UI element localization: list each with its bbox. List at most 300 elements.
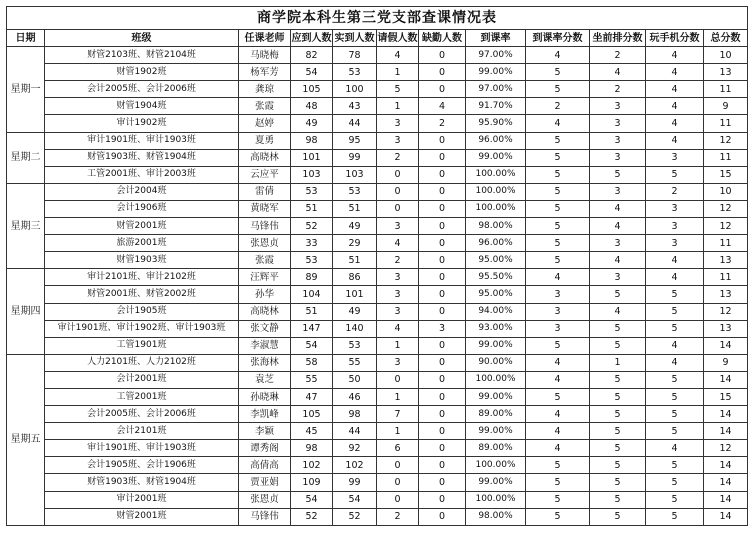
- leave-count-cell: 1: [377, 98, 419, 115]
- sheet-title: 商学院本科生第三党支部查课情况表: [7, 7, 748, 30]
- leave-count-cell: 4: [377, 47, 419, 64]
- phone-score-cell: 3: [646, 218, 704, 235]
- leave-count-cell: 1: [377, 64, 419, 81]
- phone-score-cell: 5: [646, 388, 704, 405]
- total-score-cell: 14: [704, 508, 748, 525]
- rate-score-cell: 4: [526, 115, 590, 132]
- class-cell: 旅游2001班: [45, 235, 239, 252]
- teacher-cell: 孙晓琳: [239, 388, 291, 405]
- phone-score-cell: 4: [646, 440, 704, 457]
- table-row: [7, 371, 748, 388]
- leave-count-cell: 0: [377, 474, 419, 491]
- present-count-cell: 100: [333, 81, 377, 98]
- front-row-score-cell: 2: [590, 47, 646, 64]
- front-row-score-cell: 5: [590, 388, 646, 405]
- present-count-cell: 101: [333, 286, 377, 303]
- table-row: [7, 354, 748, 371]
- teacher-cell: 李颖: [239, 423, 291, 440]
- table-row: [7, 457, 748, 474]
- class-cell: 财管2001班: [45, 508, 239, 525]
- total-score-cell: 12: [704, 218, 748, 235]
- teacher-cell: 张恩贞: [239, 491, 291, 508]
- leave-count-cell: 0: [377, 371, 419, 388]
- rate-score-cell: 5: [526, 149, 590, 166]
- class-cell: 人力2101班、人力2102班: [45, 354, 239, 371]
- absent-count-cell: 2: [419, 115, 466, 132]
- absent-count-cell: 0: [419, 81, 466, 98]
- teacher-cell: 谭秀阁: [239, 440, 291, 457]
- expected-count-cell: 33: [291, 235, 333, 252]
- expected-count-cell: 54: [291, 491, 333, 508]
- leave-count-cell: 0: [377, 183, 419, 200]
- present-count-cell: 54: [333, 491, 377, 508]
- attendance-rate-cell: 100.00%: [466, 457, 526, 474]
- rate-score-cell: 5: [526, 508, 590, 525]
- attendance-rate-cell: 97.00%: [466, 81, 526, 98]
- absent-count-cell: 0: [419, 508, 466, 525]
- class-cell: 财管1903班、财管1904班: [45, 474, 239, 491]
- attendance-rate-cell: 95.90%: [466, 115, 526, 132]
- absent-count-cell: 0: [419, 423, 466, 440]
- front-row-score-cell: 3: [590, 269, 646, 286]
- teacher-cell: 李淑慧: [239, 337, 291, 354]
- present-count-cell: 51: [333, 252, 377, 269]
- teacher-cell: 张霞: [239, 252, 291, 269]
- total-score-cell: 14: [704, 457, 748, 474]
- absent-count-cell: 0: [419, 388, 466, 405]
- total-score-cell: 12: [704, 132, 748, 149]
- class-cell: 财管2103班、财管2104班: [45, 47, 239, 64]
- front-row-score-cell: 5: [590, 491, 646, 508]
- attendance-rate-cell: 95.00%: [466, 252, 526, 269]
- present-count-cell: 53: [333, 183, 377, 200]
- rate-score-cell: 5: [526, 81, 590, 98]
- phone-score-cell: 4: [646, 252, 704, 269]
- phone-score-cell: 4: [646, 354, 704, 371]
- table-row: [7, 440, 748, 457]
- header-cell: 请假人数: [377, 30, 419, 47]
- absent-count-cell: 0: [419, 166, 466, 183]
- absent-count-cell: 0: [419, 337, 466, 354]
- present-count-cell: 99: [333, 149, 377, 166]
- class-cell: 会计2005班、会计2006班: [45, 406, 239, 423]
- header-row: [7, 30, 748, 47]
- attendance-rate-cell: 99.00%: [466, 64, 526, 81]
- front-row-score-cell: 5: [590, 286, 646, 303]
- front-row-score-cell: 4: [590, 200, 646, 217]
- leave-count-cell: 3: [377, 354, 419, 371]
- absent-count-cell: 0: [419, 406, 466, 423]
- rate-score-cell: 5: [526, 132, 590, 149]
- present-count-cell: 49: [333, 218, 377, 235]
- expected-count-cell: 103: [291, 166, 333, 183]
- expected-count-cell: 58: [291, 354, 333, 371]
- table-row: [7, 388, 748, 405]
- present-count-cell: 50: [333, 371, 377, 388]
- expected-count-cell: 45: [291, 423, 333, 440]
- class-cell: 财管1904班: [45, 98, 239, 115]
- front-row-score-cell: 4: [590, 252, 646, 269]
- day-cell: 星期一: [7, 47, 45, 132]
- rate-score-cell: 5: [526, 235, 590, 252]
- present-count-cell: 44: [333, 115, 377, 132]
- class-cell: 财管2001班: [45, 218, 239, 235]
- leave-count-cell: 0: [377, 200, 419, 217]
- phone-score-cell: 5: [646, 320, 704, 337]
- phone-score-cell: 4: [646, 337, 704, 354]
- rate-score-cell: 4: [526, 269, 590, 286]
- rate-score-cell: 5: [526, 252, 590, 269]
- expected-count-cell: 51: [291, 303, 333, 320]
- present-count-cell: 98: [333, 406, 377, 423]
- total-score-cell: 14: [704, 491, 748, 508]
- absent-count-cell: 0: [419, 47, 466, 64]
- absent-count-cell: 0: [419, 200, 466, 217]
- front-row-score-cell: 5: [590, 508, 646, 525]
- attendance-rate-cell: 99.00%: [466, 474, 526, 491]
- rate-score-cell: 4: [526, 371, 590, 388]
- expected-count-cell: 49: [291, 115, 333, 132]
- teacher-cell: 李凯峰: [239, 406, 291, 423]
- phone-score-cell: 2: [646, 183, 704, 200]
- table-row: [7, 64, 748, 81]
- rate-score-cell: 5: [526, 64, 590, 81]
- teacher-cell: 马锋伟: [239, 218, 291, 235]
- absent-count-cell: 0: [419, 64, 466, 81]
- front-row-score-cell: 4: [590, 303, 646, 320]
- total-score-cell: 9: [704, 354, 748, 371]
- attendance-rate-cell: 100.00%: [466, 491, 526, 508]
- leave-count-cell: 0: [377, 491, 419, 508]
- attendance-rate-cell: 100.00%: [466, 166, 526, 183]
- day-cell: 星期五: [7, 354, 45, 525]
- leave-count-cell: 3: [377, 132, 419, 149]
- phone-score-cell: 4: [646, 269, 704, 286]
- table-row: [7, 508, 748, 525]
- phone-score-cell: 4: [646, 64, 704, 81]
- rate-score-cell: 5: [526, 474, 590, 491]
- teacher-cell: 赵婷: [239, 115, 291, 132]
- front-row-score-cell: 5: [590, 440, 646, 457]
- expected-count-cell: 89: [291, 269, 333, 286]
- present-count-cell: 92: [333, 440, 377, 457]
- leave-count-cell: 6: [377, 440, 419, 457]
- rate-score-cell: 3: [526, 320, 590, 337]
- table-row: [7, 200, 748, 217]
- attendance-rate-cell: 99.00%: [466, 337, 526, 354]
- phone-score-cell: 5: [646, 286, 704, 303]
- day-cell: 星期三: [7, 183, 45, 268]
- total-score-cell: 14: [704, 337, 748, 354]
- total-score-cell: 13: [704, 320, 748, 337]
- leave-count-cell: 5: [377, 81, 419, 98]
- attendance-rate-cell: 96.00%: [466, 132, 526, 149]
- absent-count-cell: 0: [419, 474, 466, 491]
- leave-count-cell: 0: [377, 166, 419, 183]
- total-score-cell: 13: [704, 252, 748, 269]
- rate-score-cell: 5: [526, 200, 590, 217]
- class-cell: 会计2005班、会计2006班: [45, 81, 239, 98]
- teacher-cell: 高晓林: [239, 149, 291, 166]
- phone-score-cell: 4: [646, 115, 704, 132]
- teacher-cell: 汪辉平: [239, 269, 291, 286]
- rate-score-cell: 5: [526, 183, 590, 200]
- absent-count-cell: 0: [419, 354, 466, 371]
- front-row-score-cell: 3: [590, 235, 646, 252]
- present-count-cell: 99: [333, 474, 377, 491]
- teacher-cell: 张海林: [239, 354, 291, 371]
- rate-score-cell: 5: [526, 388, 590, 405]
- class-cell: 工管2001班: [45, 388, 239, 405]
- header-cell: 总分数: [704, 30, 748, 47]
- attendance-rate-cell: 100.00%: [466, 371, 526, 388]
- teacher-cell: 雷倩: [239, 183, 291, 200]
- teacher-cell: 张霞: [239, 98, 291, 115]
- absent-count-cell: 0: [419, 149, 466, 166]
- leave-count-cell: 2: [377, 252, 419, 269]
- present-count-cell: 95: [333, 132, 377, 149]
- expected-count-cell: 54: [291, 337, 333, 354]
- class-cell: 财管1903班: [45, 252, 239, 269]
- expected-count-cell: 102: [291, 457, 333, 474]
- absent-count-cell: 0: [419, 218, 466, 235]
- phone-score-cell: 5: [646, 474, 704, 491]
- phone-score-cell: 3: [646, 200, 704, 217]
- leave-count-cell: 4: [377, 235, 419, 252]
- attendance-table: [6, 6, 748, 526]
- total-score-cell: 13: [704, 286, 748, 303]
- expected-count-cell: 47: [291, 388, 333, 405]
- front-row-score-cell: 5: [590, 406, 646, 423]
- class-cell: 会计1905班、会计1906班: [45, 457, 239, 474]
- table-row: [7, 474, 748, 491]
- absent-count-cell: 0: [419, 132, 466, 149]
- front-row-score-cell: 3: [590, 132, 646, 149]
- phone-score-cell: 5: [646, 303, 704, 320]
- teacher-cell: 张恩贞: [239, 235, 291, 252]
- phone-score-cell: 5: [646, 508, 704, 525]
- total-score-cell: 11: [704, 149, 748, 166]
- class-cell: 会计1905班: [45, 303, 239, 320]
- absent-count-cell: 0: [419, 457, 466, 474]
- present-count-cell: 52: [333, 508, 377, 525]
- teacher-cell: 马锋伟: [239, 508, 291, 525]
- class-cell: 财管1903班、财管1904班: [45, 149, 239, 166]
- absent-count-cell: 0: [419, 491, 466, 508]
- front-row-score-cell: 3: [590, 183, 646, 200]
- rate-score-cell: 4: [526, 423, 590, 440]
- leave-count-cell: 7: [377, 406, 419, 423]
- expected-count-cell: 53: [291, 252, 333, 269]
- present-count-cell: 103: [333, 166, 377, 183]
- table-row: [7, 98, 748, 115]
- expected-count-cell: 105: [291, 81, 333, 98]
- front-row-score-cell: 4: [590, 64, 646, 81]
- class-cell: 工管2001班、审计2003班: [45, 166, 239, 183]
- total-score-cell: 14: [704, 371, 748, 388]
- total-score-cell: 10: [704, 183, 748, 200]
- leave-count-cell: 3: [377, 269, 419, 286]
- header-cell: 应到人数: [291, 30, 333, 47]
- teacher-cell: 贾亚娟: [239, 474, 291, 491]
- rate-score-cell: 2: [526, 98, 590, 115]
- expected-count-cell: 105: [291, 406, 333, 423]
- present-count-cell: 140: [333, 320, 377, 337]
- attendance-rate-cell: 99.00%: [466, 423, 526, 440]
- absent-count-cell: 3: [419, 320, 466, 337]
- rate-score-cell: 5: [526, 337, 590, 354]
- day-cell: 星期四: [7, 269, 45, 354]
- expected-count-cell: 101: [291, 149, 333, 166]
- expected-count-cell: 98: [291, 440, 333, 457]
- table-row: [7, 269, 748, 286]
- rate-score-cell: 5: [526, 457, 590, 474]
- header-cell: 缺勤人数: [419, 30, 466, 47]
- phone-score-cell: 5: [646, 457, 704, 474]
- front-row-score-cell: 5: [590, 423, 646, 440]
- expected-count-cell: 98: [291, 132, 333, 149]
- attendance-rate-cell: 89.00%: [466, 406, 526, 423]
- table-row: [7, 149, 748, 166]
- present-count-cell: 53: [333, 64, 377, 81]
- leave-count-cell: 0: [377, 457, 419, 474]
- front-row-score-cell: 1: [590, 354, 646, 371]
- attendance-rate-cell: 93.00%: [466, 320, 526, 337]
- header-cell: 玩手机分数: [646, 30, 704, 47]
- leave-count-cell: 2: [377, 149, 419, 166]
- expected-count-cell: 48: [291, 98, 333, 115]
- class-cell: 审计1901班、审计1902班、审计1903班: [45, 320, 239, 337]
- front-row-score-cell: 2: [590, 81, 646, 98]
- header-cell: 到课率分数: [526, 30, 590, 47]
- total-score-cell: 10: [704, 47, 748, 64]
- attendance-rate-cell: 100.00%: [466, 200, 526, 217]
- present-count-cell: 43: [333, 98, 377, 115]
- phone-score-cell: 5: [646, 423, 704, 440]
- table-row: [7, 81, 748, 98]
- rate-score-cell: 3: [526, 286, 590, 303]
- table-row: [7, 132, 748, 149]
- class-cell: 工管1901班: [45, 337, 239, 354]
- teacher-cell: 高倩高: [239, 457, 291, 474]
- table-row: [7, 252, 748, 269]
- present-count-cell: 46: [333, 388, 377, 405]
- class-cell: 会计2001班: [45, 371, 239, 388]
- leave-count-cell: 3: [377, 303, 419, 320]
- teacher-cell: 孙华: [239, 286, 291, 303]
- header-cell: 到课率: [466, 30, 526, 47]
- rate-score-cell: 5: [526, 166, 590, 183]
- table-row: [7, 406, 748, 423]
- front-row-score-cell: 5: [590, 320, 646, 337]
- rate-score-cell: 4: [526, 440, 590, 457]
- phone-score-cell: 3: [646, 149, 704, 166]
- header-cell: 坐前排分数: [590, 30, 646, 47]
- teacher-cell: 黄晓军: [239, 200, 291, 217]
- expected-count-cell: 147: [291, 320, 333, 337]
- leave-count-cell: 1: [377, 388, 419, 405]
- teacher-cell: 马晓梅: [239, 47, 291, 64]
- front-row-score-cell: 5: [590, 337, 646, 354]
- phone-score-cell: 3: [646, 235, 704, 252]
- absent-count-cell: 0: [419, 371, 466, 388]
- rate-score-cell: 3: [526, 303, 590, 320]
- expected-count-cell: 54: [291, 64, 333, 81]
- header-cell: 日期: [7, 30, 45, 47]
- front-row-score-cell: 3: [590, 115, 646, 132]
- rate-score-cell: 5: [526, 218, 590, 235]
- front-row-score-cell: 5: [590, 457, 646, 474]
- front-row-score-cell: 5: [590, 371, 646, 388]
- expected-count-cell: 104: [291, 286, 333, 303]
- total-score-cell: 11: [704, 269, 748, 286]
- table-row: [7, 166, 748, 183]
- attendance-rate-cell: 100.00%: [466, 183, 526, 200]
- header-cell: 任课老师: [239, 30, 291, 47]
- total-score-cell: 14: [704, 406, 748, 423]
- expected-count-cell: 52: [291, 218, 333, 235]
- table-row: [7, 218, 748, 235]
- leave-count-cell: 3: [377, 115, 419, 132]
- class-cell: 财管1902班: [45, 64, 239, 81]
- attendance-rate-cell: 94.00%: [466, 303, 526, 320]
- front-row-score-cell: 3: [590, 149, 646, 166]
- total-score-cell: 11: [704, 115, 748, 132]
- table-row: [7, 423, 748, 440]
- expected-count-cell: 109: [291, 474, 333, 491]
- absent-count-cell: 4: [419, 98, 466, 115]
- attendance-rate-cell: 99.00%: [466, 149, 526, 166]
- present-count-cell: 102: [333, 457, 377, 474]
- present-count-cell: 51: [333, 200, 377, 217]
- present-count-cell: 44: [333, 423, 377, 440]
- table-row: [7, 491, 748, 508]
- leave-count-cell: 2: [377, 508, 419, 525]
- class-cell: 审计1902班: [45, 115, 239, 132]
- attendance-rate-cell: 91.70%: [466, 98, 526, 115]
- expected-count-cell: 82: [291, 47, 333, 64]
- front-row-score-cell: 5: [590, 474, 646, 491]
- attendance-rate-cell: 95.00%: [466, 286, 526, 303]
- header-cell: 班级: [45, 30, 239, 47]
- teacher-cell: 杨军芳: [239, 64, 291, 81]
- total-score-cell: 12: [704, 440, 748, 457]
- phone-score-cell: 5: [646, 406, 704, 423]
- total-score-cell: 11: [704, 235, 748, 252]
- absent-count-cell: 0: [419, 269, 466, 286]
- absent-count-cell: 0: [419, 235, 466, 252]
- phone-score-cell: 4: [646, 81, 704, 98]
- expected-count-cell: 53: [291, 183, 333, 200]
- rate-score-cell: 5: [526, 491, 590, 508]
- front-row-score-cell: 3: [590, 98, 646, 115]
- class-cell: 会计2101班: [45, 423, 239, 440]
- attendance-rate-cell: 89.00%: [466, 440, 526, 457]
- teacher-cell: 龚琼: [239, 81, 291, 98]
- present-count-cell: 78: [333, 47, 377, 64]
- total-score-cell: 12: [704, 200, 748, 217]
- class-cell: 财管2001班、财管2002班: [45, 286, 239, 303]
- class-cell: 审计2001班: [45, 491, 239, 508]
- table-row: [7, 235, 748, 252]
- absent-count-cell: 0: [419, 440, 466, 457]
- expected-count-cell: 55: [291, 371, 333, 388]
- absent-count-cell: 0: [419, 286, 466, 303]
- attendance-rate-cell: 90.00%: [466, 354, 526, 371]
- teacher-cell: 张文静: [239, 320, 291, 337]
- class-cell: 审计1901班、审计1903班: [45, 132, 239, 149]
- table-row: [7, 286, 748, 303]
